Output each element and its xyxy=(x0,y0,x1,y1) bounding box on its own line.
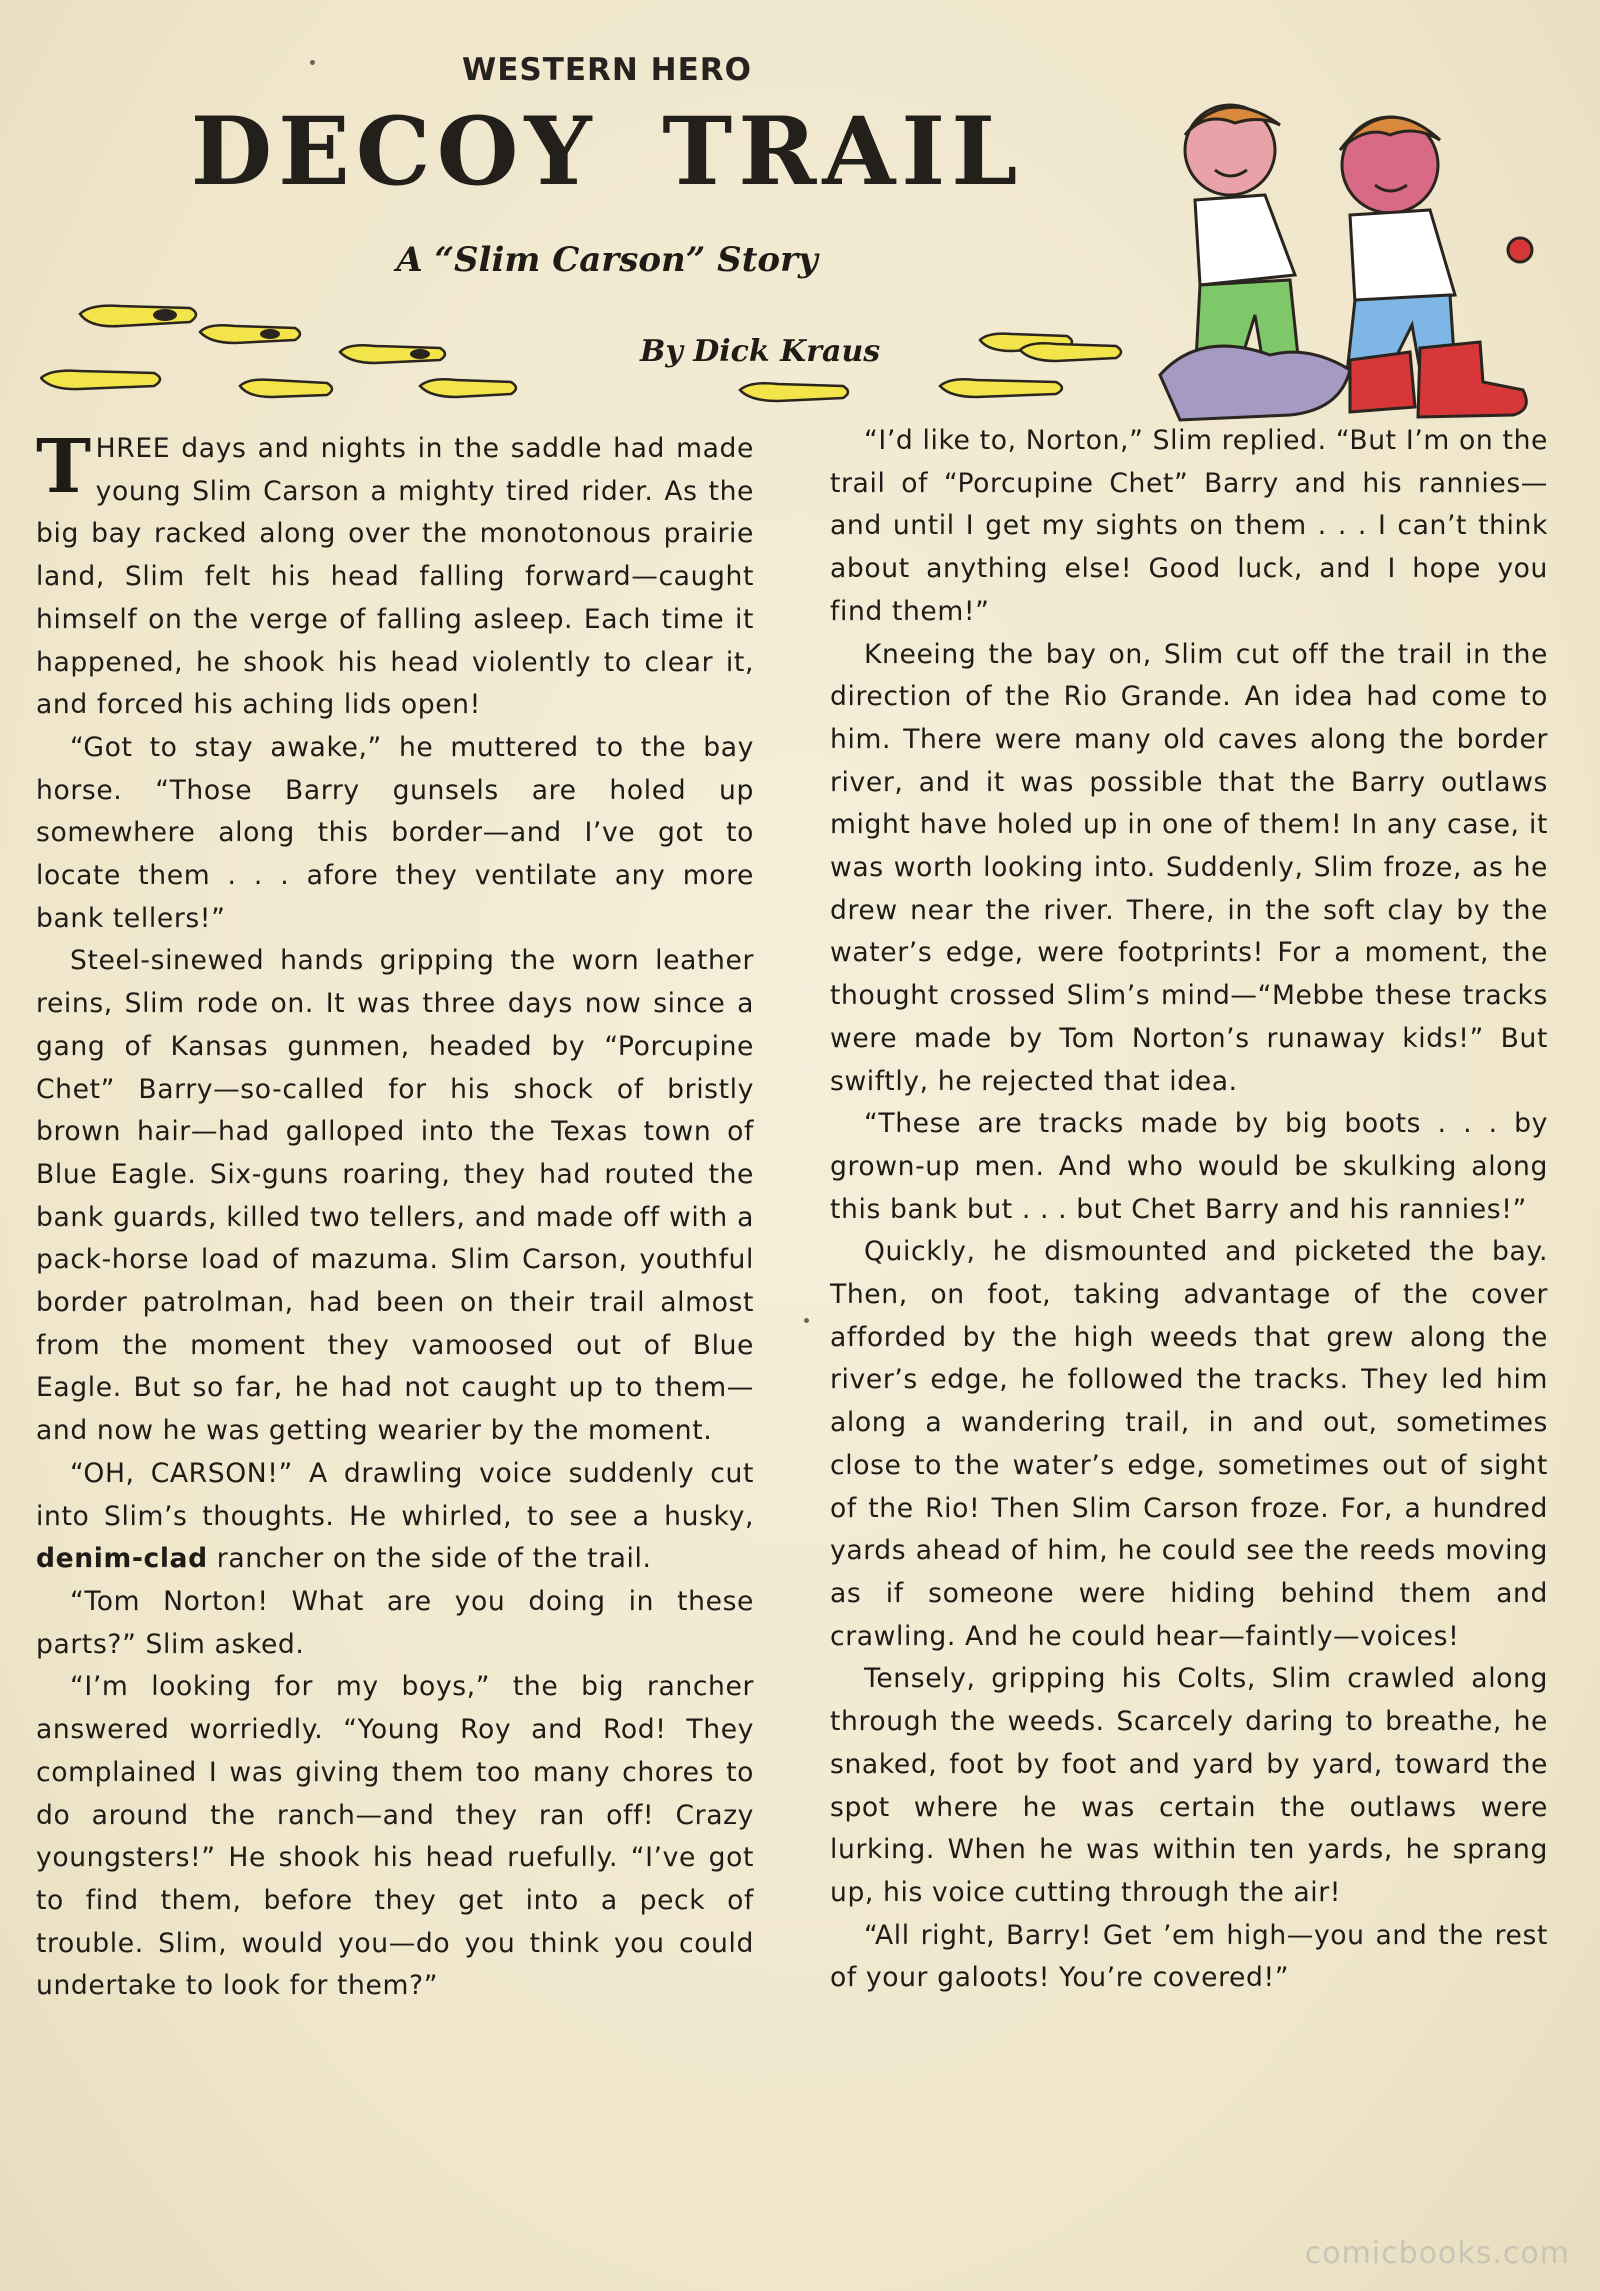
footprint-heel-mark xyxy=(260,329,280,339)
paper-speck xyxy=(804,1318,809,1323)
boot-icon xyxy=(1350,352,1415,412)
boy-shirt xyxy=(1195,195,1295,285)
boy-left xyxy=(1185,105,1300,380)
story-paragraph: “Got to stay awake,” he muttered to the bay horse. “Those Barry gunsels are holed up somewhere along this border—and I’ve got to locate them . . . afore they ventilate any more bank tellers!” xyxy=(36,731,754,934)
story-column-right xyxy=(830,420,1548,2000)
story-paragraph: “I’m looking for my boys,” the big rancher answered worriedly. “Young Roy and Rod! They complained I was giving them too many chores to do around the ranch—and they ran off! Crazy youngsters!” He shook his head ruefully. “I’ve got to find them, before they get into a peck of trouble. Slim, would you—do you think you could undertake to look for them?” xyxy=(36,1671,754,2002)
boy-shirt xyxy=(1350,210,1455,303)
story-paragraph: Tensely, gripping his Colts, Slim crawled along through the weeds. Scarcely daring to breathe, he snaked, foot by foot and yard by yard, toward the spot where he was certain the outlaws were lurking. When he was within ten yards, he sprang up, his voice cutting through the air! xyxy=(830,1663,1548,1908)
magazine-name: WESTERN HERO xyxy=(462,52,752,88)
boot-icon xyxy=(1418,342,1526,417)
story-paragraph: THREE days and nights in the saddle had made young Slim Carson a mighty tired rider. As the big bay racked along over the monotonous prairie land, Slim felt his head falling forward—caught himself on the verge of falling asleep. Each time it happened, he shook his head violently to clear it, and forced his aching lids open! xyxy=(36,424,754,721)
bold-phrase: denim-clad xyxy=(36,1543,208,1575)
two-boys-illustration xyxy=(1140,90,1580,440)
boy-hand xyxy=(1508,238,1532,262)
story-paragraph: “These are tracks made by big boots . . . by grown-up men. And who would be skulking along this bank but . . . but Chet Barry and his rannies!” xyxy=(830,1108,1548,1225)
boy-right xyxy=(1340,117,1532,375)
byline: By Dick Kraus xyxy=(640,334,881,369)
story-paragraph: Kneeing the bay on, Slim cut off the trail in the direction of the Rio Grande. An idea had come to him. There were many old caves along the border river, and it was possible that the Barry outlaws might have holed up in one of them! In any case, it was worth looking into. Suddenly, Slim froze, as he drew near the river. There, in the soft clay by the water’s edge, were footprints! For a moment, the thought crossed Slim’s mind—“Mebbe these tracks were made by Tom Norton’s runaway kids!” But swiftly, he rejected that idea. xyxy=(830,638,1548,1097)
story-paragraph: “I’d like to, Norton,” Slim replied. “But I’m on the trail of “Porcupine Chet” Barry and his rannies—and until I get my sights on them . . . I can’t think about anything else! Good luck, and I hope you find them!” xyxy=(830,425,1548,627)
story-title: DECOY TRAIL xyxy=(190,97,1024,207)
story-column-left xyxy=(36,424,754,2008)
story-paragraph: “All right, Barry! Get ’em high—you and the rest of your galoots! You’re covered!” xyxy=(830,1919,1548,1994)
footprint-icon xyxy=(41,306,1121,401)
drop-cap: T xyxy=(36,424,92,510)
watermark: comicbooks.com xyxy=(1304,2236,1570,2271)
story-paragraph: Steel-sinewed hands gripping the worn leather reins, Slim rode on. It was three days now since a gang of Kansas gunmen, headed by “Porcupine Chet” Barry—so-called for his shock of bristly brown hair—had galloped into the Texas town of Blue Eagle. Six-guns roaring, they had routed the bank guards, killed two tellers, and made off with a pack-horse load of mazuma. Slim Carson, youthful border patrolman, had been on their trail almost from the moment they vamoosed out of Blue Eagle. But so far, he had not caught up to them—and now he was getting wearier by the moment. xyxy=(36,945,754,1447)
story-paragraph: Quickly, he dismounted and picketed the bay. Then, on foot, taking advantage of the cover afforded by the high weeds that grew along the river’s edge, he followed the tracks. They led him along a wandering trail, in and out, sometimes close to the water’s edge, sometimes out of sight of the Rio! Then Slim Carson froze. For, a hundred yards ahead of him, he could see the reeds moving as if someone were hiding behind them and crawling. And he could hear—faintly—voices! xyxy=(830,1236,1548,1652)
story-subtitle: A “Slim Carson” Story xyxy=(396,240,818,280)
story-paragraph: “OH, CARSON!” A drawling voice suddenly cut into Slim’s thoughts. He whirled, to see a husky, denim-clad rancher on the side of the trail. xyxy=(36,1457,754,1575)
cloth-pile xyxy=(1160,346,1350,420)
footprint-heel-mark xyxy=(153,309,177,321)
footprint-trail-illustration xyxy=(40,290,1140,430)
footprint-heel-mark xyxy=(410,349,430,359)
story-paragraph: “Tom Norton! What are you doing in these parts?” Slim asked. xyxy=(36,1585,754,1660)
